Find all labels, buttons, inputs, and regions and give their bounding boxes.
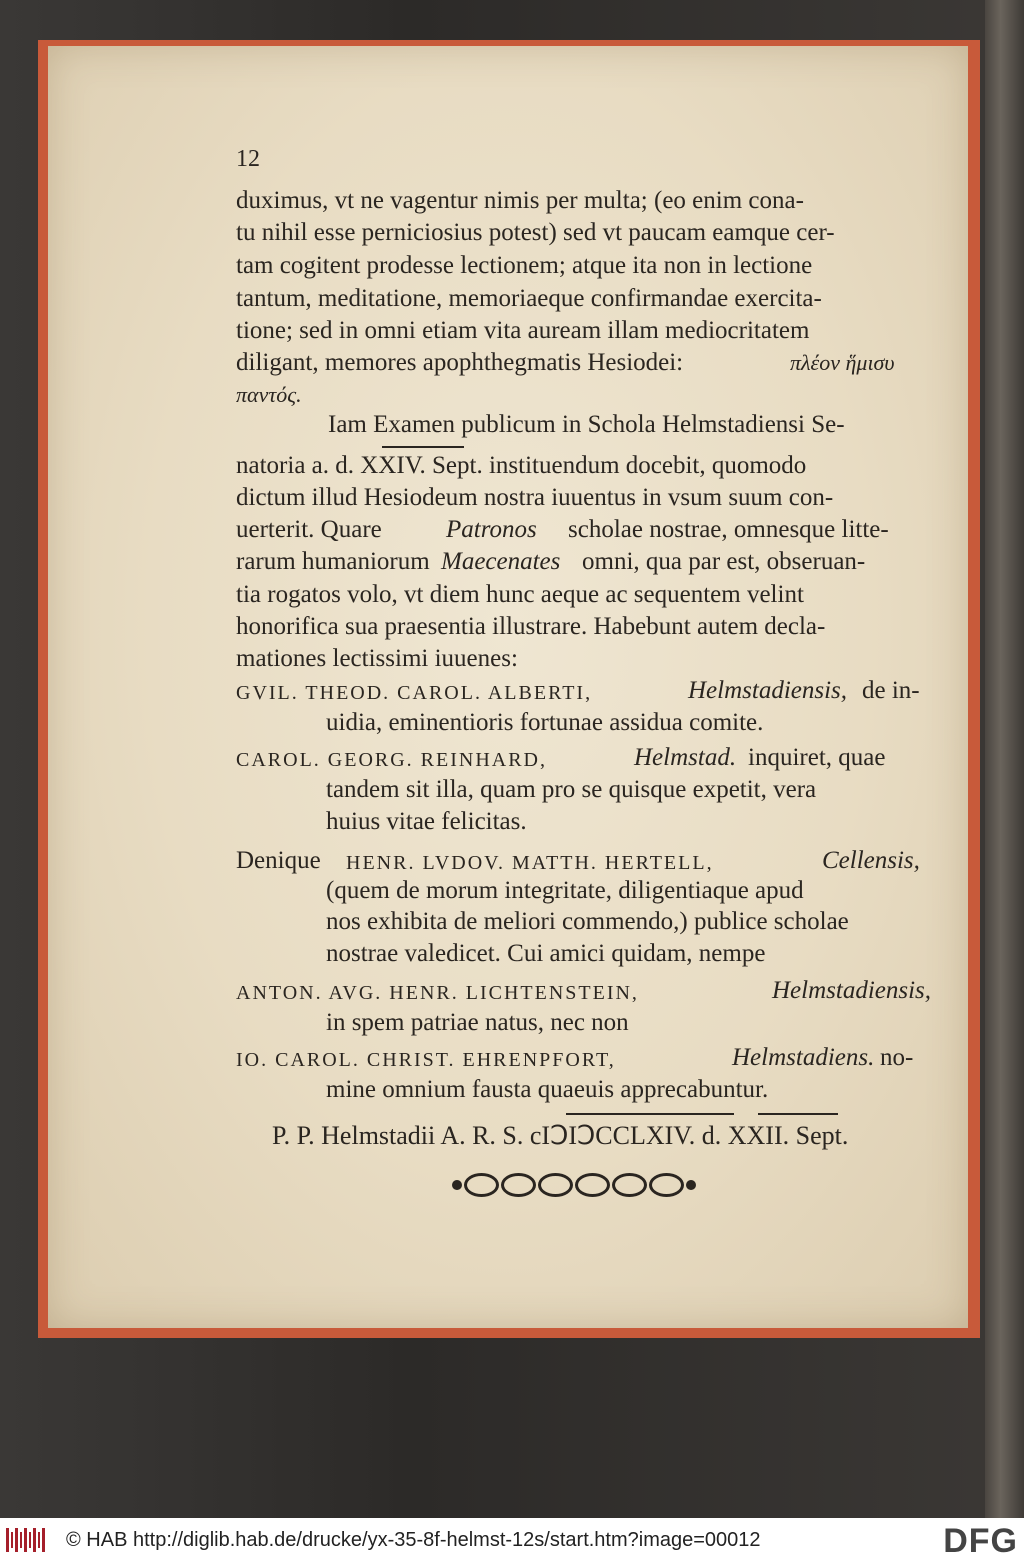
closing-line: P. P. Helmstadii A. R. S. cIↃIↃCCLXIV. d. XXII. Sept. — [272, 1121, 849, 1150]
text-line: Iam Examen publicum in Schola Helmstadiensi Se- — [328, 411, 845, 438]
text-line: duximus, vt ne vagentur nimis per multa; (eo enim cona- — [236, 187, 804, 214]
text-line: tandem sit illa, quam pro se quisque expetit, vera — [326, 776, 817, 803]
page-number: 12 — [236, 146, 260, 172]
text-line: dictum illud Hesiodeum nostra iuuentus in vsum suum con- — [236, 484, 834, 511]
text-line: tantum, meditatione, memoriaeque confirmandae exercita- — [236, 285, 822, 312]
text-line: tia rogatos volo, vt diem hunc aeque ac sequentem velint — [236, 581, 804, 608]
speaker-name: ANTON. AVG. HENR. LICHTENSTEIN, — [236, 982, 639, 1004]
text-line: scholae nostrae, omnesque litte- — [568, 516, 889, 543]
text-line: honorifica sua praesentia illustrare. Habebunt autem decla- — [236, 613, 826, 640]
text-line: rarum humaniorum — [236, 548, 430, 575]
numeral-overline — [758, 1113, 838, 1115]
text-line: inquiret, quae — [748, 744, 886, 771]
text-line: (quem de morum integritate, diligentiaque apud — [326, 877, 804, 904]
text-line: natoria a. d. XXIV. Sept. instituendum docebit, quomodo — [236, 452, 807, 479]
hab-barcode-icon — [6, 1526, 52, 1554]
greek-quote-end: παντός. — [236, 382, 302, 407]
footer-bar — [0, 1518, 1024, 1562]
text-line: in spem patriae natus, nec non — [326, 1009, 629, 1036]
text-line: tu nihil esse perniciosius potest) sed vt paucam eamque cer- — [236, 219, 835, 246]
text-line: nostrae valedicet. Cui amici quidam, nempe — [326, 940, 766, 967]
ornament-divider — [452, 1172, 696, 1198]
speaker-name: CAROL. GEORG. REINHARD, — [236, 749, 547, 771]
text-line: diligant, memores apophthegmatis Hesiodei: — [236, 349, 684, 376]
speaker-origin: Helmstadiens. — [732, 1044, 875, 1071]
text-line: nos exhibita de meliori commendo,) publice scholae — [326, 908, 849, 935]
italic-word: Maecenates — [441, 548, 561, 575]
text-line: omni, qua par est, obseruan- — [582, 548, 866, 575]
dfg-logo: DFG — [943, 1522, 1018, 1560]
speaker-origin: Cellensis, — [822, 847, 920, 874]
text-line: uerterit. Quare — [236, 516, 382, 543]
numeral-overline — [382, 446, 464, 448]
speaker-origin: Helmstadiensis, — [772, 977, 932, 1004]
speaker-name: IO. CAROL. CHRIST. EHRENPFORT, — [236, 1049, 616, 1071]
speaker-origin: Helmstadiensis, — [688, 677, 848, 704]
speaker-name: GVIL. THEOD. CAROL. ALBERTI, — [236, 682, 593, 704]
italic-word: Patronos — [446, 516, 537, 543]
text-line: huius vitae felicitas. — [326, 808, 527, 835]
speaker-name: HENR. LVDOV. MATTH. HERTELL, — [346, 852, 714, 874]
text-line: tam cogitent prodesse lectionem; atque ita non in lectione — [236, 252, 813, 279]
numeral-overline — [566, 1113, 734, 1115]
speaker-origin: Helmstad. — [634, 744, 737, 771]
text-line: tione; sed in omni etiam vita auream illam mediocritatem — [236, 317, 810, 344]
text-line: mationes lectissimi iuuenes: — [236, 645, 518, 672]
text-line: mine omnium fausta quaeuis apprecabuntur. — [326, 1076, 769, 1103]
text-line: Denique — [236, 847, 321, 874]
citation-link[interactable]: © HAB http://diglib.hab.de/drucke/yx-35-8f-helmst-12s/start.htm?image=00012 — [66, 1528, 761, 1551]
text-line: no- — [880, 1044, 914, 1071]
greek-quote: πλέον ἥμισυ — [790, 350, 895, 375]
text-line: de in- — [862, 677, 920, 704]
text-line: uidia, eminentioris fortunae assidua comite. — [326, 709, 764, 736]
